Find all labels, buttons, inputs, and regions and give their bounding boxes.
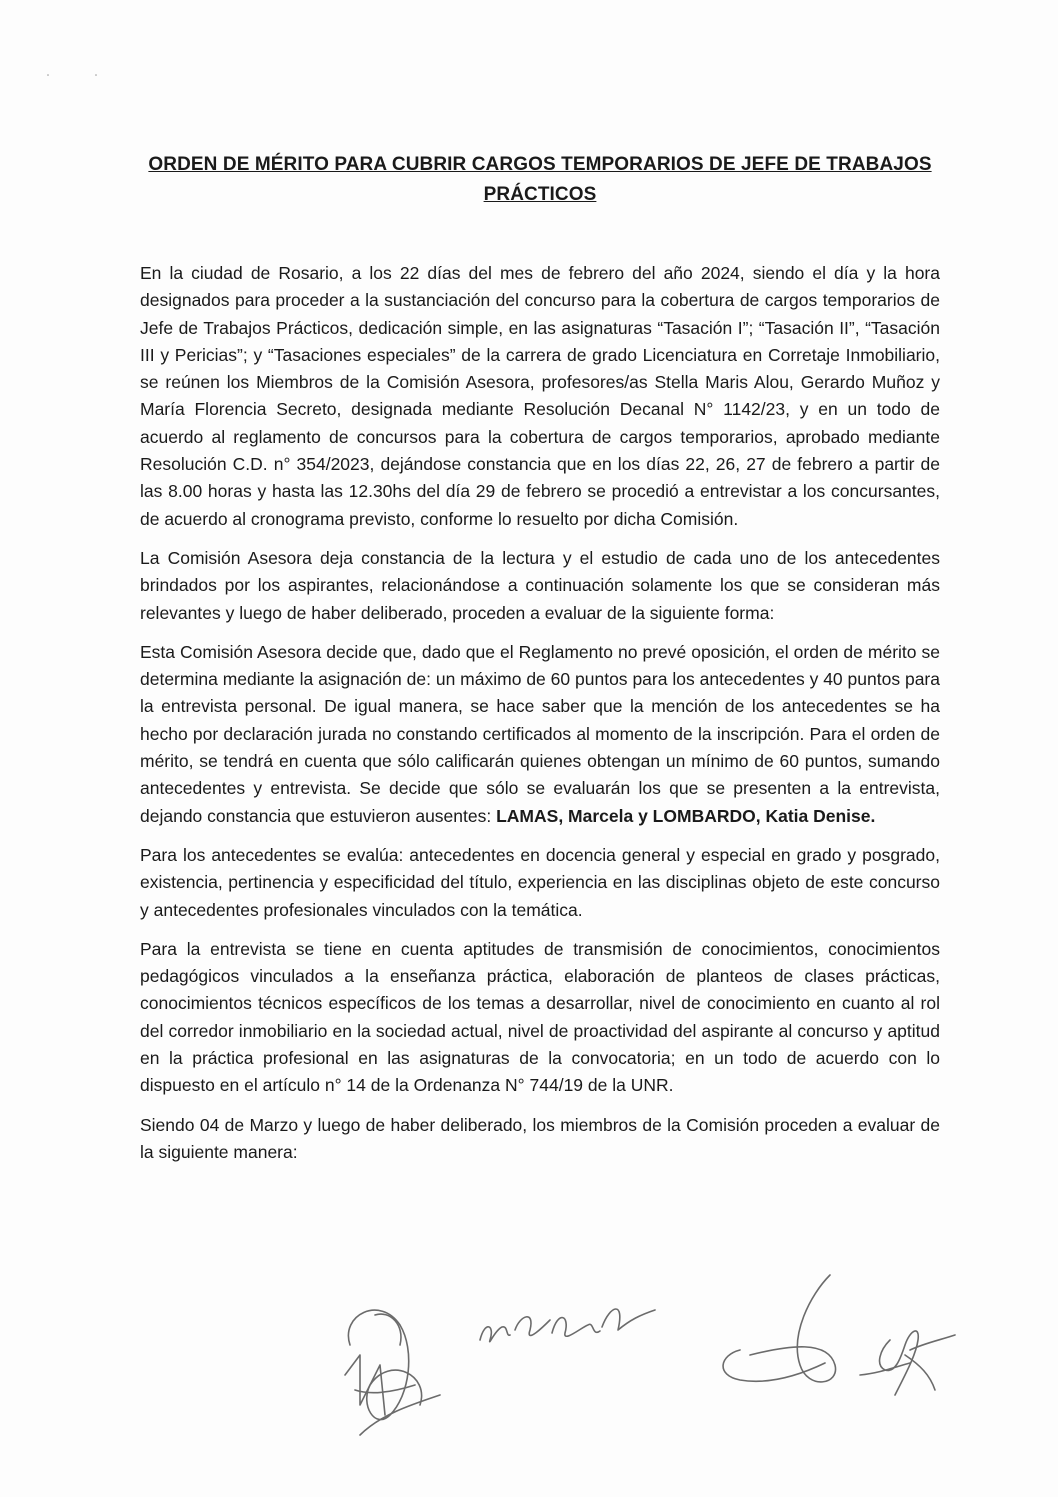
document-body xyxy=(140,260,940,1178)
signatures-area xyxy=(320,1255,980,1455)
title-line-2: PRÁCTICOS xyxy=(483,184,597,205)
signature-3 xyxy=(723,1275,835,1382)
paragraph-scoring-criteria xyxy=(140,639,940,830)
scan-specks xyxy=(40,70,100,80)
title-line-1: ORDEN DE MÉRITO PARA CUBRIR CARGOS TEMPORARIOS DE JEFE DE TRABAJOS xyxy=(148,154,932,175)
signature-2 xyxy=(480,1309,655,1342)
scoring-criteria-text: Esta Comisión Asesora decide que, dado que el Reglamento no prevé oposición, el orden de mérito se determina mediante la asignación de: un máximo de 60 puntos para los antecedentes y 40 puntos para la entrevista personal. De igual manera, se hace saber que la mención de los antecedentes se ha hecho por declaración jurada no constando certificados al momento de la inscripción. Para el orden de mérito, se tendrá en cuenta que sólo calificarán quienes obtengan un mínimo de 60 puntos, sumando antecedentes y entrevista. Se decide que sólo se evaluarán los que se presenten a la entrevista, dejando constancia que estuvieron ausentes: xyxy=(140,641,940,826)
signature-4 xyxy=(860,1331,955,1395)
paragraph-opening: En la ciudad de Rosario, a los 22 días del mes de febrero del año 2024, siendo el día y la hora designados para proceder a la sustanciación del concurso para la cobertura de cargos temporarios de Jefe de Trabajos Prácticos, dedicación simple, en las asignaturas “Tasación I”; “Tasación II”, “Tasación III y Pericias”; y “Tasaciones especiales” de la carrera de grado Licenciatura en Corretaje Inmobiliario, se reúnen los Miembros de la Comisión Asesora, profesores/as Stella Maris Alou, Gerardo Muñoz y María Florencia Secreto, designada mediante Resolución Decanal N° 1142/23, y en un todo de acuerdo al reglamento de concursos para la cobertura de cargos temporarios, aprobado mediante Resolución C.D. n° 354/2023, dejándose constancia que en los días 22, 26, 27 de febrero a partir de las 8.00 horas y hasta las 12.30hs del día 29 de febrero se procedió a entrevistar a los concursantes, de acuerdo al cronograma previsto, conforme lo resuelto por dicha Comisión. xyxy=(140,263,940,529)
absent-candidates: LAMAS, Marcela y LOMBARDO, Katia Denise. xyxy=(496,805,876,826)
paragraph-interview: Para la entrevista se tiene en cuenta aptitudes de transmisión de conocimientos, conocimientos pedagógicos vinculados a la enseñanza práctica, elaboración de planteos de clases prácticas, conocimientos técnicos específicos de los temas a desarrollar, nivel de conocimiento en cuanto al rol del corredor inmobiliario en la sociedad actual, nivel de proactividad del aspirante al concurso y aptitud en la práctica profesional en las asignaturas de la convocatoria; en un todo de acuerdo con lo dispuesto en el artículo n° 14 de la Ordenanza N° 744/19 de la UNR. xyxy=(140,938,940,1096)
paragraph-antecedents: Para los antecedentes se evalúa: antecedentes en docencia general y especial en grado y posgrado, existencia, pertinencia y especificidad del título, experiencia en las disciplinas objeto de este concurso y antecedentes profesionales vinculados con la temática. xyxy=(140,844,940,920)
signature-1 xyxy=(345,1310,440,1435)
paragraph-commission-review: La Comisión Asesora deja constancia de la lectura y el estudio de cada uno de los antecedentes brindados por los aspirantes, relacionándose a continuación solamente los que se consideran más relevantes y luego de haber deliberado, proceden a evaluar de la siguiente forma: xyxy=(140,547,940,623)
document-title xyxy=(140,150,940,210)
paragraph-evaluation: Siendo 04 de Marzo y luego de haber deliberado, los miembros de la Comisión proceden a evaluar de la siguiente manera: xyxy=(140,1114,940,1162)
